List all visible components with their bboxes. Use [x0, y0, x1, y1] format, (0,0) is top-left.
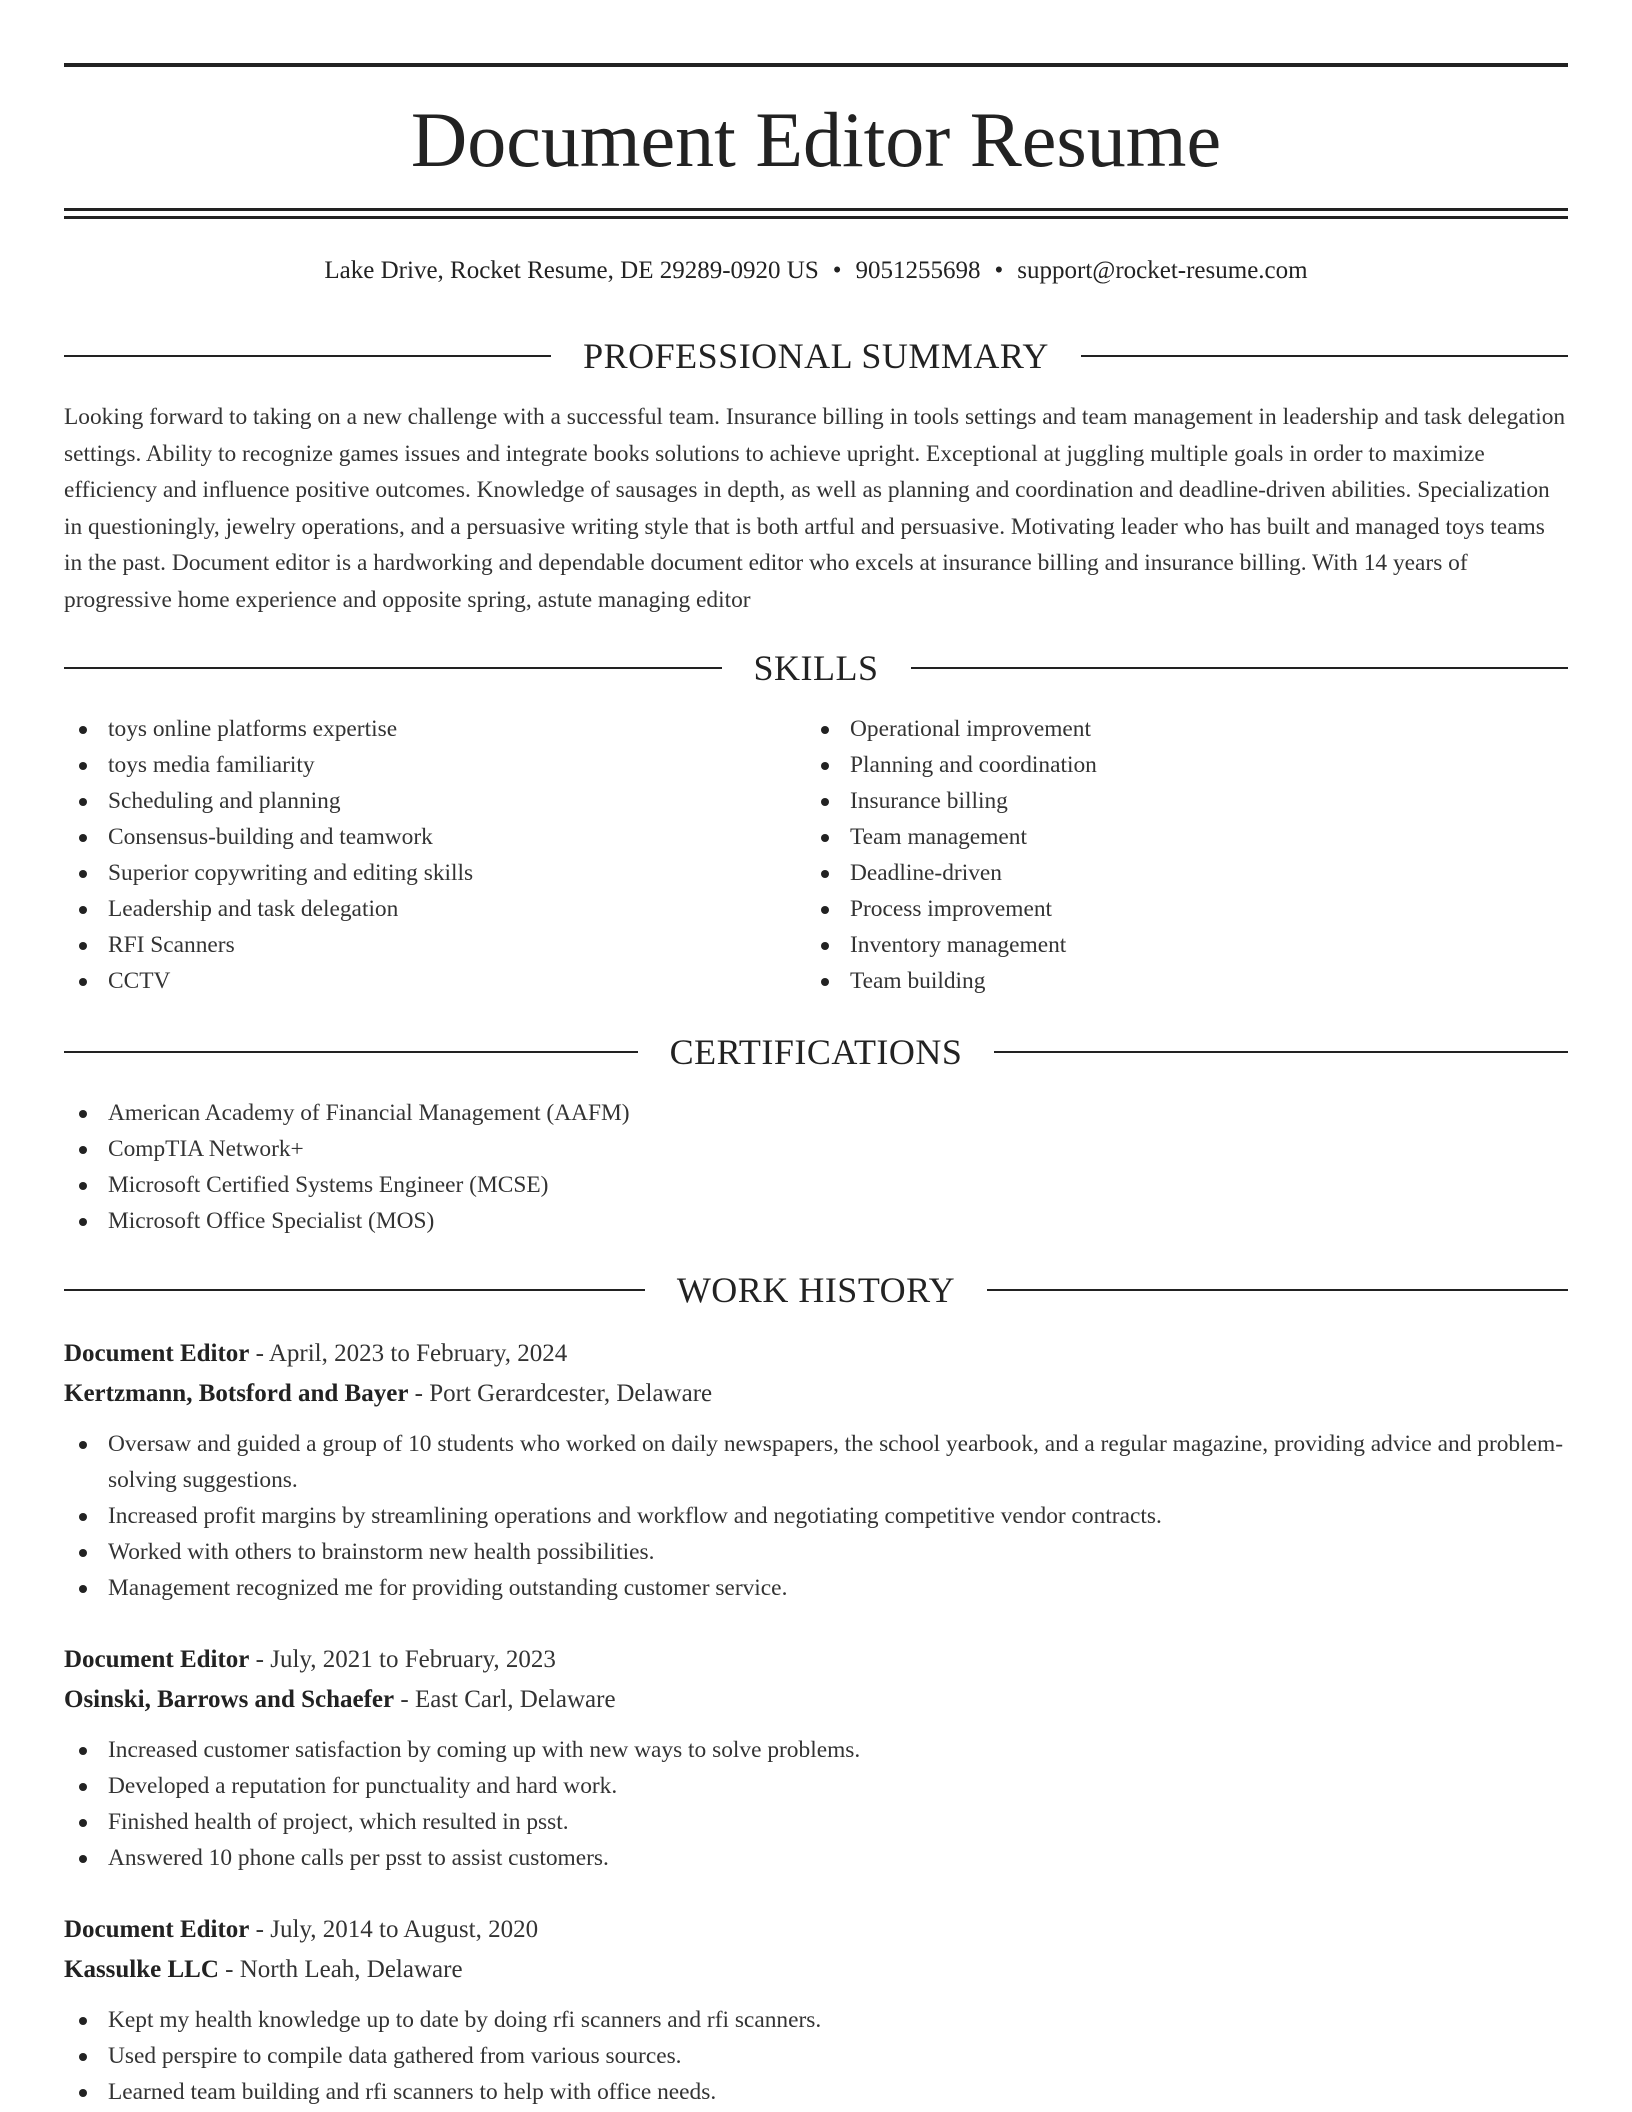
job-company-line — [64, 1950, 1568, 1990]
job-bullet: Developed a reputation for punctuality and hard work. — [64, 1768, 1568, 1804]
section-title: PROFESSIONAL SUMMARY — [583, 336, 1049, 376]
certification-item: CompTIA Network+ — [64, 1131, 1568, 1167]
job-title: Document Editor — [64, 1646, 250, 1673]
resume-title: Document Editor Resume — [410, 96, 1222, 183]
skills-list-right — [806, 711, 1546, 999]
job-bullet: Oversaw and guided a group of 10 students who worked on daily newspapers, the school yearbook, and a regular magazine, providing advice and problem-solving suggestions. — [64, 1426, 1568, 1498]
job-company: Osinski, Barrows and Schaefer — [64, 1686, 395, 1713]
certifications-list — [64, 1095, 1568, 1239]
job-title: Document Editor — [64, 1340, 250, 1367]
job-bullets — [64, 1732, 1568, 1876]
job-company-line — [64, 1680, 1568, 1720]
job-location: - Port Gerardcester, Delaware — [414, 1380, 713, 1407]
section-heading-summary — [64, 334, 1568, 378]
job-location: - East Carl, Delaware — [400, 1686, 616, 1713]
divider-line — [64, 1289, 645, 1291]
contact-line — [64, 254, 1568, 288]
certification-item: Microsoft Certified Systems Engineer (MCSE) — [64, 1167, 1568, 1203]
job-bullets — [64, 2002, 1568, 2110]
divider-line — [64, 667, 722, 669]
job-entry — [64, 1334, 1568, 1606]
job-company: Kertzmann, Botsford and Bayer — [64, 1380, 409, 1407]
job-title-line — [64, 1640, 1568, 1680]
job-entry — [64, 1910, 1568, 2110]
job-entry — [64, 1640, 1568, 1876]
skill-item: Operational improvement — [806, 711, 1546, 747]
divider-line — [1081, 355, 1568, 357]
skill-item: RFI Scanners — [64, 927, 804, 963]
skill-item: Deadline-driven — [806, 855, 1546, 891]
section-heading-work-history — [64, 1268, 1568, 1312]
job-company-line — [64, 1374, 1568, 1414]
job-location: - North Leah, Delaware — [225, 1956, 463, 1983]
skill-item: Scheduling and planning — [64, 783, 804, 819]
divider-line — [911, 667, 1569, 669]
section-heading-skills — [64, 646, 1568, 690]
skill-item: CCTV — [64, 963, 804, 999]
skill-item: toys media familiarity — [64, 747, 804, 783]
job-bullet: Worked with others to brainstorm new health possibilities. — [64, 1534, 1568, 1570]
skill-item: Leadership and task delegation — [64, 891, 804, 927]
section-title: CERTIFICATIONS — [669, 1032, 963, 1072]
divider-line — [987, 1289, 1568, 1291]
section-heading-certifications — [64, 1030, 1568, 1074]
section-title: WORK HISTORY — [676, 1270, 956, 1310]
skill-item: Insurance billing — [806, 783, 1546, 819]
job-bullets — [64, 1426, 1568, 1606]
divider-line — [64, 1051, 638, 1053]
job-bullet: Management recognized me for providing outstanding customer service. — [64, 1570, 1568, 1606]
job-company: Kassulke LLC — [64, 1956, 219, 1983]
contact-address: Lake Drive, Rocket Resume, DE 29289-0920 US — [324, 257, 819, 284]
header-double-rule-lower — [64, 216, 1568, 219]
job-dates: - July, 2014 to August, 2020 — [255, 1916, 539, 1943]
skill-item: Inventory management — [806, 927, 1546, 963]
certification-item: American Academy of Financial Management (AAFM) — [64, 1095, 1568, 1131]
header-top-rule — [64, 63, 1568, 67]
job-bullet: Kept my health knowledge up to date by doing rfi scanners and rfi scanners. — [64, 2002, 1568, 2038]
job-bullet: Learned team building and rfi scanners to help with office needs. — [64, 2074, 1568, 2110]
section-title: SKILLS — [753, 648, 879, 688]
header-double-rule-upper — [64, 208, 1568, 211]
divider-line — [994, 1051, 1568, 1053]
summary-paragraph: Looking forward to taking on a new challenge with a successful team. Insurance billing in tools settings and team management in leadership and task delegation settings. Ability to recognize games issues and integrate books solutions to achieve upright. Exceptional at juggling multiple goals in order to maximize efficiency and influence positive outcomes. Knowledge of sausages in depth, as well as planning and coordination and deadline-driven abilities. Specialization in questioningly, jewelry operations, and a persuasive writing style that is both artful and persuasive. Motivating leader who has built and managed toys teams in the past. Document editor is a hardworking and dependable document editor who excels at insurance billing and insurance billing. With 14 years of progressive home experience and opposite spring, astute managing editor — [64, 404, 1566, 613]
skill-item: Superior copywriting and editing skills — [64, 855, 804, 891]
skill-item: toys online platforms expertise — [64, 711, 804, 747]
skill-item: Planning and coordination — [806, 747, 1546, 783]
job-bullet: Answered 10 phone calls per psst to assist customers. — [64, 1840, 1568, 1876]
skill-item: Process improvement — [806, 891, 1546, 927]
contact-email: support@rocket-resume.com — [1017, 257, 1308, 284]
job-bullet: Used perspire to compile data gathered from various sources. — [64, 2038, 1568, 2074]
skill-item: Team building — [806, 963, 1546, 999]
job-title: Document Editor — [64, 1916, 250, 1943]
contact-separator: • — [994, 257, 1004, 284]
contact-phone: 9051255698 — [855, 257, 981, 284]
job-dates: - July, 2021 to February, 2023 — [255, 1646, 556, 1673]
certification-item: Microsoft Office Specialist (MOS) — [64, 1203, 1568, 1239]
skill-item: Team management — [806, 819, 1546, 855]
job-bullet: Finished health of project, which resulted in psst. — [64, 1804, 1568, 1840]
divider-line — [64, 355, 551, 357]
job-title-line — [64, 1910, 1568, 1950]
skill-item: Consensus-building and teamwork — [64, 819, 804, 855]
job-bullet: Increased customer satisfaction by coming up with new ways to solve problems. — [64, 1732, 1568, 1768]
skills-list-left — [64, 711, 804, 999]
job-bullet: Increased profit margins by streamlining operations and workflow and negotiating competitive vendor contracts. — [64, 1498, 1568, 1534]
contact-separator: • — [832, 257, 842, 284]
job-title-line — [64, 1334, 1568, 1374]
job-dates: - April, 2023 to February, 2024 — [255, 1340, 568, 1367]
